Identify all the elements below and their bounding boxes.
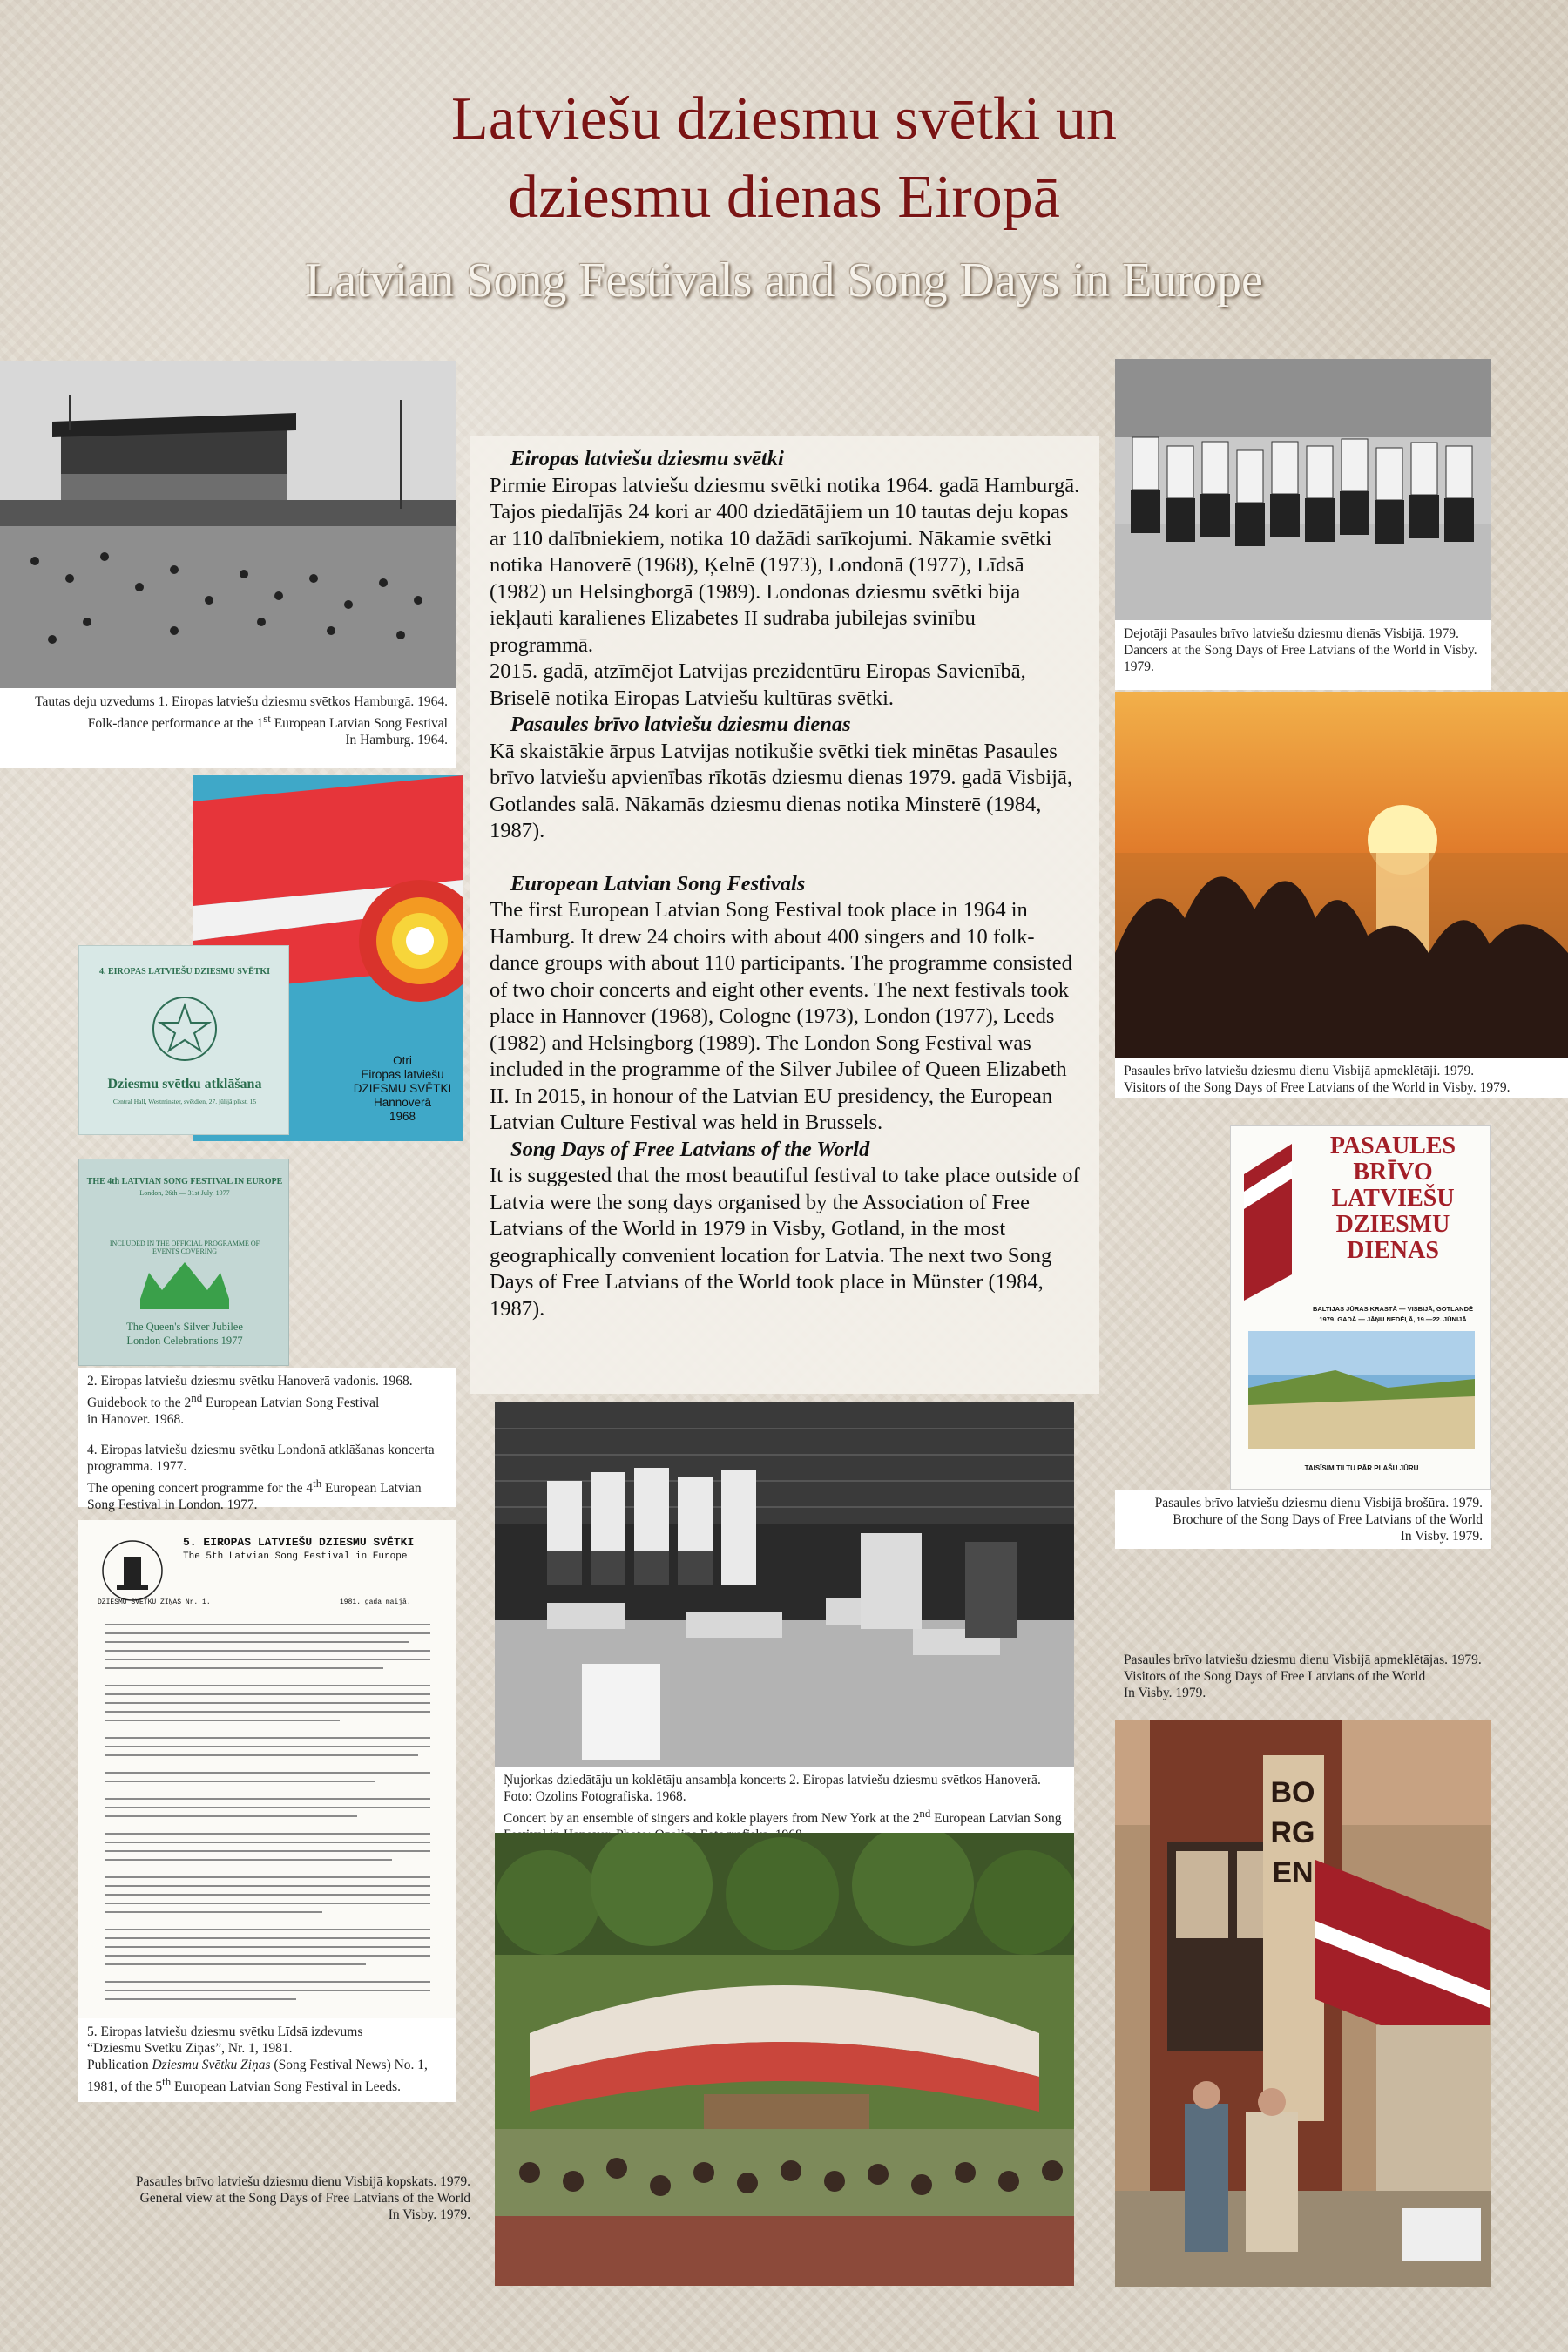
caption-hamburg (0, 688, 456, 768)
caption-new-york (495, 1767, 1074, 1833)
caption-visitors-2 (1115, 1646, 1491, 1727)
caption-new-york-lv: Ņujorkas dziedātāju un koklētāju ansambļa koncerts 2. Eiropas latviešu dziesmu svētkos Hanoverā. Foto: Ozolins Fotografiska. 1968. (504, 1773, 1041, 1804)
photo-dancers-visby (1115, 359, 1491, 620)
caption-brochure-lv: Pasaules brīvo latviešu dziesmu dienu Visbijā brošūra. 1979. (1154, 1496, 1483, 1511)
doc-london-programme-en: THE 4th LATVIAN SONG FESTIVAL IN EUROPE London, 26th — 31st July, 1977 INCLUDED IN THE OFFICIAL PROGRAMME OF EVENTS COVERING The Queen's Silver Jubilee London Celebrations 1977 (78, 1159, 289, 1366)
caption-leeds-en: Publication Dziesmu Svētku Ziņas (Song Festival News) No. 1, (87, 2058, 428, 2072)
doc-london-programme: 4. EIROPAS LATVIEŠU DZIESMU SVĒTKI Dziesmu svētku atklāšana Central Hall, Westminster, svētdien, 27. jūlijā plkst. 15 (78, 945, 289, 1135)
doc-visby-brochure: PASAULES BRĪVO LATVIEŠU DZIESMU DIENAS BALTIJAS JŪRAS KRASTĀ — VISBIJĀ, GOTLANDĒ 1979. GADĀ — JĀŅU NEDĒĻĀ, 19.—22. JŪNIJĀ TAISĪSIM TILTU PĀR PLAŠU JŪRU (1230, 1125, 1491, 1490)
photo-general-view-visby (495, 1833, 1074, 2286)
brochure-title: PASAULES BRĪVO LATVIEŠU DZIESMU DIENAS (1329, 1132, 1456, 1264)
heading-en-free-latvians: Song Days of Free Latvians of the World (510, 1137, 870, 1161)
caption-guide-en-2: in Hanover. 1968. (87, 1412, 185, 1428)
caption-concert-lv: 4. Eiropas latviešu dziesmu svētku Londonā atklāšanas koncerta programma. 1977. (87, 1443, 435, 1475)
photo-hamburg-folk-dance (0, 361, 456, 688)
caption-hamburg-en: Folk-dance performance at the 1st European Latvian Song Festival (87, 712, 448, 732)
caption-sunset-lv: Pasaules brīvo latviešu dziesmu dienu Visbijā apmeklētāji. 1979. (1124, 1064, 1475, 1078)
heading-lv-free-latvians: Pasaules brīvo latviešu dziesmu dienas (510, 713, 851, 736)
caption-dancers-en: Dancers at the Song Days of Free Latvians of the World in Visby. 1979. (1124, 643, 1477, 674)
body-lv-free-latvians: Kā skaistākie ārpus Latvijas notikušie svētki tiek minētas Pasaules brīvo latviešu apvienības rīkotās dziesmu dienas 1979. gadā Visbijā, Gotlandes salā. Nākamās dziesmu dienas notika Minsterē (1984, 1987). (490, 739, 1072, 842)
caption-leeds-lv: 5. Eiropas latviešu dziesmu svētku Līdsā izdevums (87, 2024, 363, 2039)
caption-concert-en: The opening concert programme for the 4th European Latvian Song Festival in London. 1977. (87, 1477, 422, 1513)
caption-hamburg-lv: Tautas deju uzvedums 1. Eiropas latviešu dziesmu svētkos Hamburgā. 1964. (35, 694, 448, 709)
borgen-sign: BORGEN (1270, 1776, 1315, 1889)
caption-hamburg-en-2: In Hamburg. 1964. (345, 733, 448, 748)
caption-new-york-en: Concert by an ensemble of singers and kokle players from New York at the 2nd European Latvian Song (504, 1807, 1062, 1827)
caption-visitors-2-en: Visitors of the Song Days of Free Latvians of the World (1124, 1669, 1426, 1684)
caption-general-view: Pasaules brīvo latviešu dziesmu dienu Visbijā kopskats. 1979. General view at the Song Days of Free Latvians of the World In Visby. 1979. (135, 2174, 470, 2222)
heading-lv-european-festivals: Eiropas latviešu dziesmu svētki (510, 447, 784, 470)
caption-dancers-lv: Dejotāji Pasaules brīvo latviešu dziesmu dienās Visbijā. 1979. (1124, 626, 1459, 641)
body-lv-european-festivals: Pirmie Eiropas latviešu dziesmu svētki notika 1964. gadā Hamburgā. Tajos piedalījās 24 kori ar 400 dziedātājiem un 10 tautas deju kopas ar 110 dalībniekiem, notika 10 dažādi sarīkojumi. Nākamie svētki notika Hanoverē (1968), Ķelnē (1973), Londonā (1977), Līdsā (1982) un Helsingborgā (1989). Londonas dziesmu svētki bija iekļauti karalienes Elizabetes II sudraba jubilejas svinību programmā. (490, 473, 1080, 657)
caption-brochure-en-2: In Visby. 1979. (1400, 1529, 1483, 1544)
main-text-panel (470, 436, 1099, 1394)
photo-borgen-visitors (1115, 1720, 1491, 2287)
caption-sunset-en: Visitors of the Song Days of Free Latvians of the World in Visby. 1979. (1124, 1080, 1511, 1095)
body-en-european-festivals: The first European Latvian Song Festival took place in 1964 in Hamburg. It drew 24 choirs with about 400 singers and 10 folk-dance groups with about 110 participants. The programme consisted of two choir concerts and eight other events. The next festivals took place in Hannover (1968), Cologne (1973), London (1977), Leeds (1982) and Helsingborg (1989). The London Song Festival was included in the programme of the Silver Jubilee of Queen Elizabeth II. In 2015, in honour of the Latvian EU presidency, the European Latvian Culture Festival was held in Brussels. (490, 898, 1072, 1134)
title-line-1: Latviešu dziesmu svētki un (450, 85, 1118, 152)
body-lv-brussels: 2015. gadā, atzīmējot Latvijas prezidentūru Eiropas Savienībā, Briselē notika Eiropas Latviešu kultūras svētki. (490, 659, 1026, 710)
caption-brochure (1115, 1490, 1491, 1549)
caption-leeds-en-2: 1981, of the 5th European Latvian Song Festival in Leeds. (87, 2075, 402, 2095)
caption-visitors-2-lv: Pasaules brīvo latviešu dziesmu dienu Visbijā apmeklētājas. 1979. (1124, 1652, 1482, 1667)
photo-new-york-ensemble (495, 1402, 1074, 1767)
body-en-free-latvians: It is suggested that the most beautiful festival to take place outside of Latvia were the song days organised by the Association of Free Latvians of the World in 1979 in Visby, Gotland, in the most geographically convenient location for Latvia. The next two Song Days of Free Latvians of the World took place in Münster (1984, 1987). (490, 1164, 1080, 1321)
caption-visitors-2-en-2: In Visby. 1979. (1124, 1686, 1206, 1700)
caption-brochure-en: Brochure of the Song Days of Free Latvians of the World (1173, 1512, 1483, 1527)
title-line-2: dziesmu dienas Eiropā (508, 164, 1060, 231)
page-title (0, 80, 1568, 237)
caption-leeds-lv-2: “Dziesmu Svētku Ziņas”, Nr. 1, 1981. (87, 2041, 293, 2056)
photo-sunset-visitors (1115, 692, 1568, 1058)
doc-leeds-news: 5. EIROPAS LATVIEŠU DZIESMU SVĒTKI The 5th Latvian Song Festival in Europe DZIESMU SVĒTKU ZIŅAS Nr. 1. 1981. gada maijā. (78, 1520, 456, 2018)
caption-guide-lv: 2. Eiropas latviešu dziesmu svētku Hanoverā vadonis. 1968. (87, 1374, 413, 1389)
caption-guide-concert (78, 1368, 456, 1513)
caption-leeds (78, 2018, 456, 2102)
caption-sunset (1115, 1058, 1568, 1098)
caption-dancers (1115, 620, 1491, 690)
hanover-guide-text: Otri Eiropas latviešu DZIESMU SVĒTKI Hannoverā 1968 (353, 1054, 452, 1123)
caption-guide-en: Guidebook to the 2nd European Latvian Song Festival (87, 1391, 380, 1411)
page-subtitle: Latvian Song Festivals and Song Days in Europe (305, 253, 1263, 308)
heading-en-european-festivals: European Latvian Song Festivals (510, 871, 806, 896)
